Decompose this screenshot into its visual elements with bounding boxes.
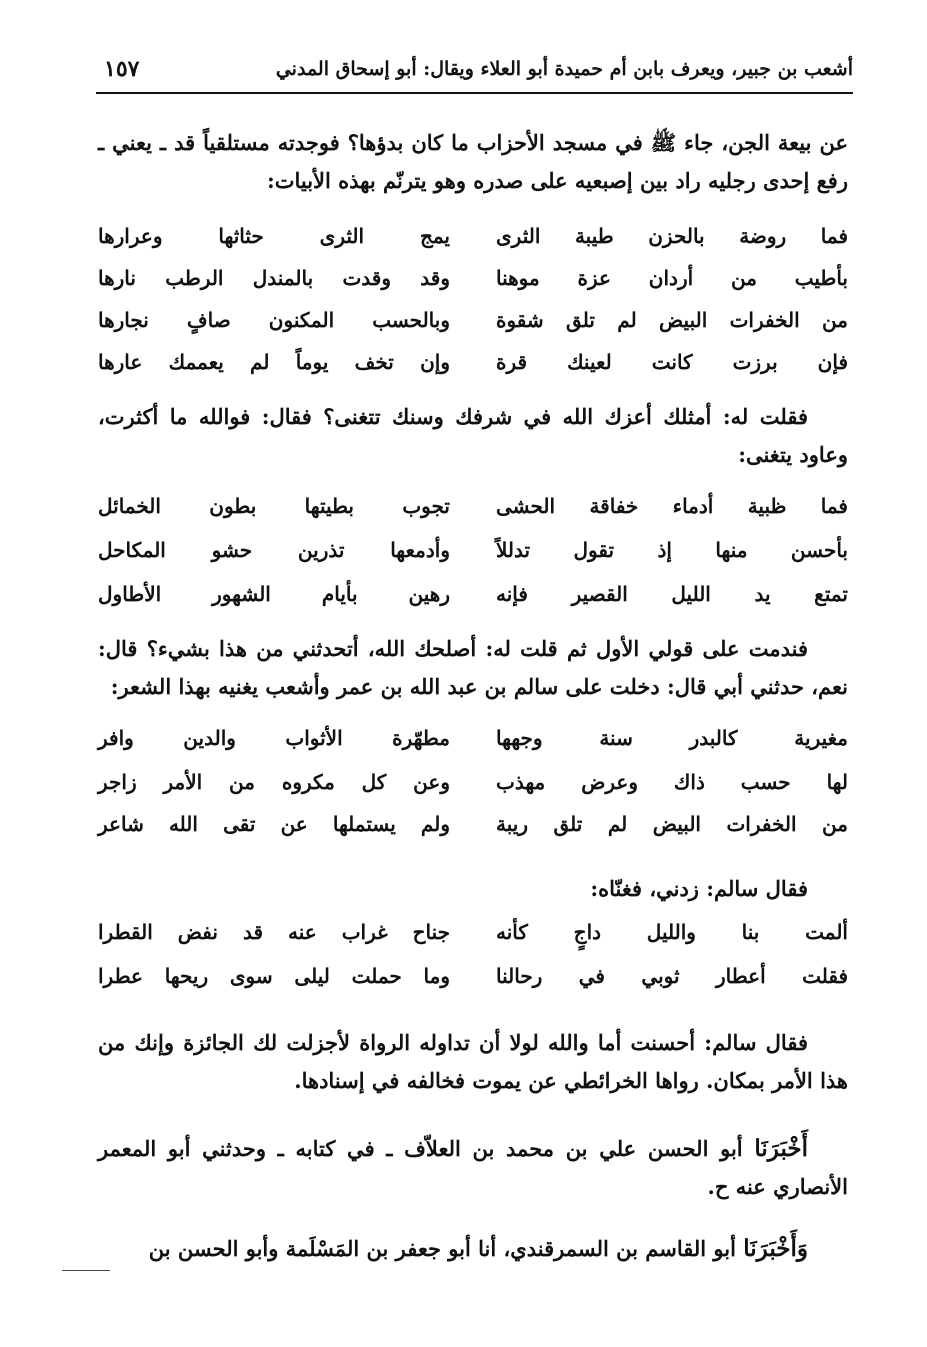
verse-first-hemistich: بأحسن منها إذ تقول تدللاً (496, 538, 848, 562)
verse-second-hemistich: وبالحسب المكنون صافٍ نجارها (98, 308, 450, 332)
verse-second-hemistich: وعن كل مكروه من الأمر زاجر (98, 770, 450, 794)
paragraph: فقلت له: أمثلك أعزك الله في شرفك وسنك تتغنى؟ فقال: فوالله ما أكثرت، وعاود يتغنى: (98, 404, 848, 467)
verse-first-hemistich: تمتع يد الليل القصير فإنه (496, 582, 848, 606)
verse-first-hemistich: مغيرية كالبدر سنة وجهها (496, 726, 848, 750)
page-number: ١٥٧ (104, 56, 140, 82)
isnad-text: أبو القاسم بن السمرقندي، أنا أبو جعفر بن المَسْلَمة وأبو الحسن بن (148, 1236, 736, 1261)
running-title: أشعب بن جبير، ويعرف بابن أم حميدة أبو العلاء ويقال: أبو إسحاق المدني (275, 58, 853, 80)
paragraph: عن بيعة الجن، جاء ﷺ في مسجد الأحزاب ما كان بدؤها؟ فوجدته مستلقياً قد ـ يعني ـ رفع إحدى رجليه راد بين إصبعيه على صدره وهو يترنّم بهذه الأبيات: (98, 130, 848, 193)
verse-first-hemistich: لها حسب ذاك وعرض مهذب (496, 770, 848, 794)
verse-second-hemistich: يمج الثرى حثاثها وعرارها (98, 224, 450, 248)
verse-second-hemistich: تجوب بطيتها بطون الخمائل (98, 494, 450, 518)
verse-first-hemistich: بأطيب من أردان عزة موهنا (496, 266, 848, 290)
verse-first-hemistich: فقلت أعطار ثوبي في رحالنا (496, 964, 848, 988)
verse-line (98, 350, 848, 390)
verse-line (98, 812, 848, 852)
paragraph: فقال سالم: زدني، فغنّاه: (590, 876, 808, 901)
verse-line (98, 770, 848, 810)
verse-second-hemistich: مطهّرة الأثواب والدين وافر (98, 726, 450, 750)
verse-second-hemistich: وأدمعها تذرين حشو المكاحل (98, 538, 450, 562)
verse-first-hemistich: ألمت بنا والليل داجٍ كأنه (496, 920, 848, 944)
verse-line (98, 964, 848, 1004)
verse-second-hemistich: وقد وقدت بالمندل الرطب نارها (98, 266, 450, 290)
verse-line (98, 920, 848, 960)
verse-line (98, 538, 848, 578)
page-header (96, 54, 853, 94)
isnad-lead-word: وَأَخْبَرَنَا (743, 1235, 808, 1262)
verse-line (98, 266, 848, 306)
verse-line (98, 726, 848, 766)
verse-first-hemistich: فما روضة بالحزن طيبة الثرى (496, 224, 848, 248)
verse-line (98, 308, 848, 348)
verse-first-hemistich: من الخفرات البيض لم تلق ريبة (496, 812, 848, 836)
verse-first-hemistich: فإن برزت كانت لعينك قرة (496, 350, 848, 374)
verse-second-hemistich: جناح غراب عنه قد نفض القطرا (98, 920, 450, 944)
paragraph: فقال سالم: أحسنت أما والله لولا أن تداوله الرواة لأجزلت لك الجائزة وإنك من هذا الأمر بمكان. رواها الخرائطي عن يموت فخالفه في إسنادها. (98, 1030, 848, 1093)
verse-first-hemistich: من الخفرات البيض لم تلق شقوة (496, 308, 848, 332)
verse-first-hemistich: فما ظبية أدماء خفاقة الحشى (496, 494, 848, 518)
paragraph (98, 1230, 848, 1268)
isnad-lead-word: أَخْبَرَنَا (754, 1135, 808, 1162)
verse-second-hemistich: رهين بأيام الشهور الأطاول (98, 582, 450, 606)
verse-second-hemistich: وما حملت ليلى سوى ريحها عطرا (98, 964, 450, 988)
paragraph: فندمت على قولي الأول ثم قلت له: أصلحك الله، أتحدثني من هذا بشيء؟ قال: نعم، حدثني أبي قال: دخلت على سالم بن عبد الله بن عمر وأشعب يغنيه بهذا الشعر: (98, 636, 848, 699)
paragraph (98, 1130, 848, 1206)
verse-second-hemistich: ولم يستملها عن تقى الله شاعر (98, 812, 450, 836)
footer-rule (62, 1270, 110, 1271)
verse-line (98, 582, 848, 622)
verse-line (98, 494, 848, 534)
verse-line (98, 224, 848, 264)
verse-second-hemistich: وإن تخف يوماً لم يعممك عارها (98, 350, 450, 374)
isnad-text: أبو الحسن علي بن محمد بن العلاّف ـ في كتابه ـ وحدثني أبو المعمر الأنصاري عنه ح. (98, 1136, 848, 1199)
